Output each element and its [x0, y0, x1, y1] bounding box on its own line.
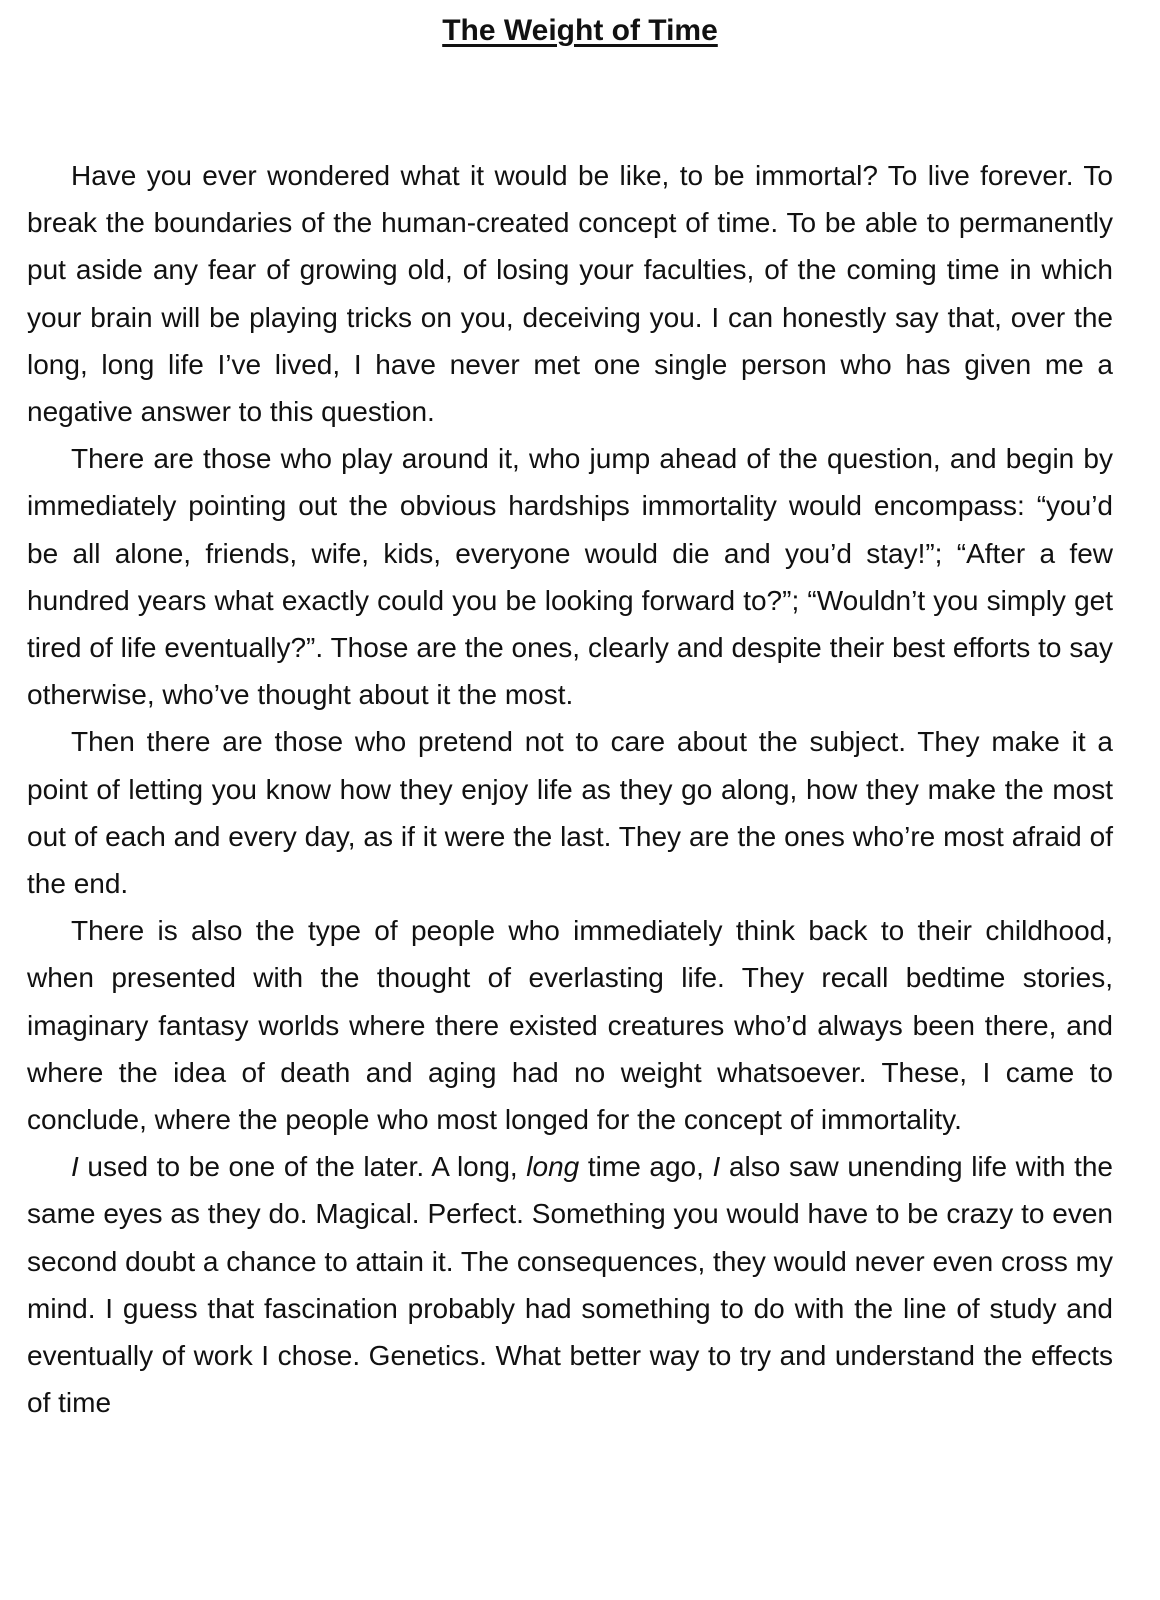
- italic-long: long: [526, 1151, 580, 1183]
- paragraph-5-text-b: time ago,: [579, 1151, 713, 1183]
- paragraph-5-text-a: used to be one of the later. A long,: [78, 1151, 527, 1183]
- italic-i-1: I: [71, 1151, 79, 1183]
- paragraph-4: There is also the type of people who immediately think back to their childhood, when presented with the thought of everlasting life. They recall bedtime stories, imaginary fantasy worlds where there existed creatures who’d always been there, and where the idea of death and aging had no weight whatsoever. These, I came to conclude, where the people who most longed for the concept of immortality.: [27, 915, 1113, 1136]
- paragraph-1: Have you ever wondered what it would be like, to be immortal? To live forever. To break the boundaries of the human-created concept of time. To be able to permanently put aside any fear of growing old, of losing your faculties, of the coming time in which your brain will be playing tricks on you, deceiving you. I can honestly say that, over the long, long life I’ve lived, I have never met one single person who has given me a negative answer to this question.: [27, 160, 1113, 428]
- paragraph-5-text-c: also saw unending life with the same eyes as they do. Magical. Perfect. Something you would have to be crazy to even second doubt a chance to attain it. The consequences, they would never even cross my mind. I guess that fascination probably had something to do with the line of study and eventually of work I chose. Genetics. What better way to try and understand the effects of time: [27, 1151, 1113, 1419]
- italic-i-2: I: [712, 1151, 721, 1183]
- document-title: [0, 10, 1160, 52]
- paragraph-2: There are those who play around it, who jump ahead of the question, and begin by immediately pointing out the obvious hardships immortality would encompass: “you’d be all alone, friends, wife, kids, everyone would die and you’d stay!”; “After a few hundred years what exactly could you be looking forward to?”; “Wouldn’t you simply get tired of life eventually?”. Those are the ones, clearly and despite their best efforts to say otherwise, who’ve thought about it the most.: [27, 443, 1113, 711]
- paragraph-3: Then there are those who pretend not to care about the subject. They make it a point of letting you know how they enjoy life as they go along, how they make the most out of each and every day, as if it were the last. They are the ones who’re most afraid of the end.: [27, 726, 1113, 900]
- document-title-text: The Weight of Time: [442, 14, 718, 47]
- document-body: [27, 152, 1113, 1426]
- paragraph-5: [27, 1143, 1113, 1426]
